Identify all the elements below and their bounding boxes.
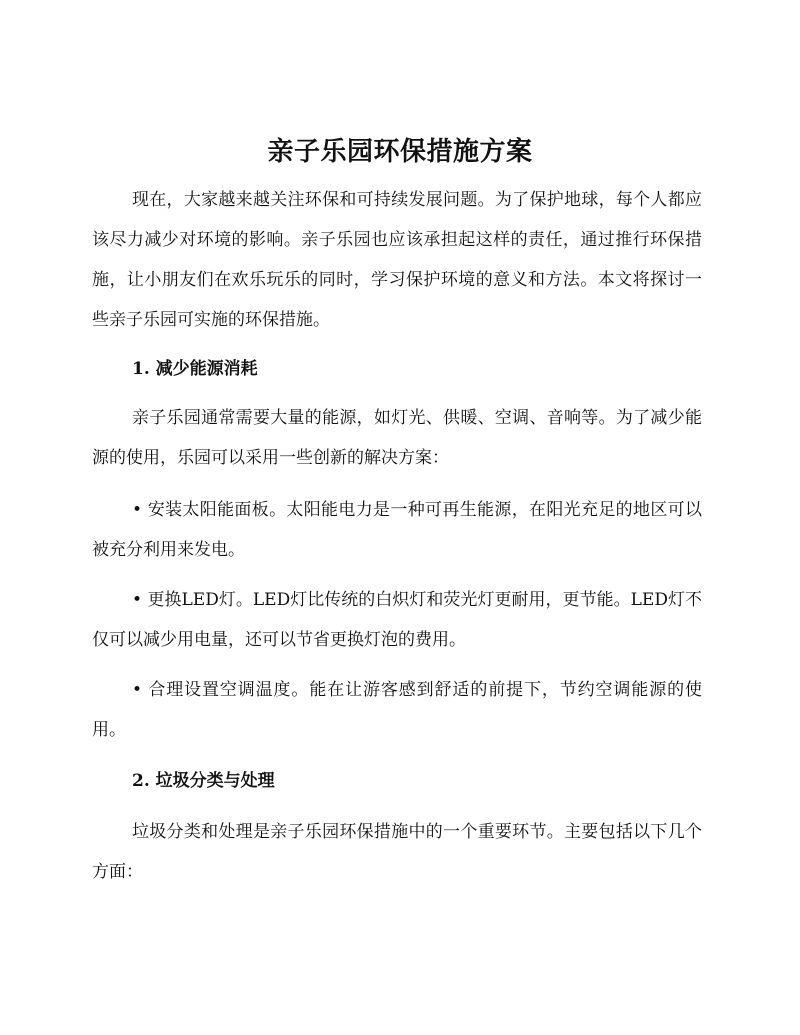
bullet-air-conditioning: • 合理设置空调温度。能在让游客感到舒适的前提下，节约空调能源的使用。 [92,680,702,740]
document-title: 亲子乐园环保措施方案 [267,137,533,167]
section-2-paragraph: 垃圾分类和处理是亲子乐园环保措施中的一个重要环节。主要包括以下几个方面： [92,822,702,882]
section-2-heading: 2. 垃圾分类与处理 [132,771,275,791]
section-1-paragraph: 亲子乐园通常需要大量的能源，如灯光、供暖、空调、音响等。为了减少能源的使用，乐园可以采用一些创新的解决方案： [92,408,702,468]
intro-paragraph: 现在，大家越来越关注环保和可持续发展问题。为了保护地球，每个人都应该尽力减少对环境的影响。亲子乐园也应该承担起这样的责任，通过推行环保措施，让小朋友们在欢乐玩乐的同时，学习保护环境的意义和方法。本文将探讨一些亲子乐园可实施的环保措施。 [92,190,702,330]
section-1-heading: 1. 减少能源消耗 [132,359,258,379]
bullet-solar-panels: • 安装太阳能面板。太阳能电力是一种可再生能源，在阳光充足的地区可以被充分利用来发电。 [92,500,702,560]
bullet-led-lights: • 更换LED灯。LED灯比传统的白炽灯和荧光灯更耐用，更节能。LED灯不仅可以减少用电量，还可以节省更换灯泡的费用。 [92,590,702,650]
